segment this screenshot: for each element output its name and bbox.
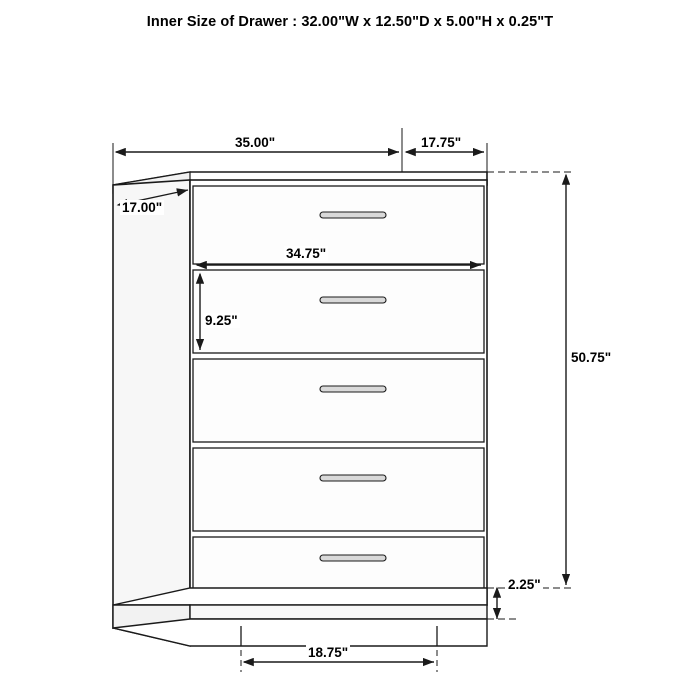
drawer-front (193, 186, 484, 264)
drawer-front (193, 359, 484, 442)
page-title: Inner Size of Drawer : 32.00"W x 12.50"D x 5.00"H x 0.25"T (146, 14, 554, 30)
dimension-side-depth: 17.00" (122, 200, 163, 215)
drawer-front (193, 270, 484, 353)
dimension-drawer-width: 34.75" (286, 246, 327, 261)
dimension-top-depth-right: 17.75" (421, 135, 462, 150)
chest-body (113, 172, 487, 646)
drawer-front (193, 448, 484, 531)
dimension-base-height: 2.25" (508, 577, 541, 592)
dimension-top-width: 35.00" (235, 135, 276, 150)
dimension-drawer-height: 9.25" (205, 313, 238, 328)
dimension-foot-span: 18.75" (308, 645, 349, 660)
dimension-overall-height: 50.75" (571, 350, 612, 365)
